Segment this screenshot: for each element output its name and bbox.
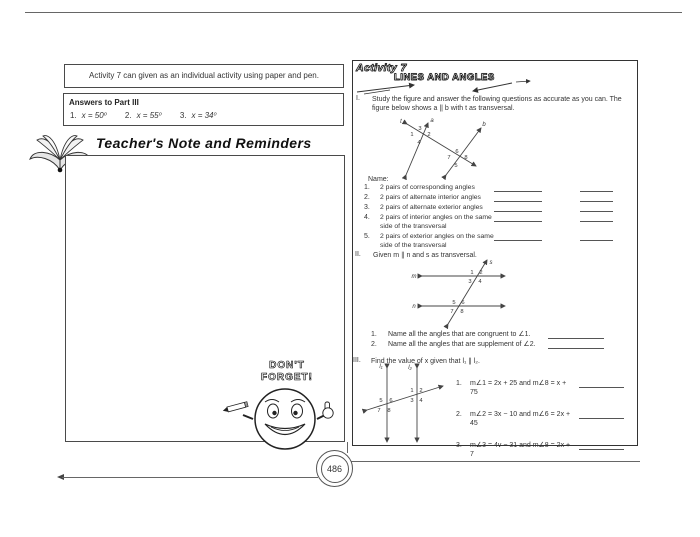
activity-title: LINES AND ANGLES (394, 72, 495, 83)
problem-text: m∠3 = 4v − 31 and m∠8 = 2x + 7 (470, 442, 571, 458)
answer-blank (580, 193, 613, 202)
line-s-label: s (489, 260, 493, 266)
answer-blank (494, 203, 542, 212)
answer-value: x = 55⁰ (136, 111, 162, 120)
angle-label: 2 (479, 270, 483, 276)
answer-blank (580, 232, 613, 241)
item-number: 5. (364, 233, 370, 240)
item-number: 1. (371, 331, 377, 338)
angle-label: 7 (377, 408, 381, 414)
question-item (371, 340, 635, 349)
line-a (406, 123, 431, 175)
bottom-left-connector-line (62, 477, 318, 478)
smiley-head (255, 389, 315, 449)
answer-value: x = 50⁰ (81, 111, 107, 120)
angle-label: 1 (470, 270, 474, 276)
item-number: 3. (456, 442, 462, 449)
banner-arrow-doodles (354, 79, 564, 95)
dont-forget-text-line2: FORGET! (261, 372, 313, 383)
answer-blank (579, 379, 624, 388)
line-l2-label: l₂ (408, 365, 412, 371)
line-t-label: t (400, 119, 402, 125)
item-number: 1. (456, 380, 462, 387)
answer-number: 1. (70, 111, 77, 120)
answer-blank (580, 183, 613, 192)
section1-text: Study the figure and answer the following questions as accurate as you can. The figure below shows a || b with t as transversal. (372, 96, 622, 112)
book-spine-dot (58, 168, 63, 173)
angle-label: 5 (379, 398, 383, 404)
section3-numeral: III. (353, 357, 361, 364)
angle-label: 3 (418, 126, 422, 132)
list-item (364, 193, 639, 202)
answers-title: Answers to Part III (69, 98, 139, 107)
parallel-lines-figure-3 (356, 362, 451, 446)
frame-line-top (25, 12, 682, 13)
line-a-label: a (430, 118, 434, 124)
item-number: 2. (364, 194, 370, 201)
item-text: 2 pairs of corresponding angles (380, 184, 475, 191)
item-number: 2. (371, 341, 377, 348)
bottom-right-connector-line (350, 461, 640, 462)
section1-list (364, 183, 639, 251)
thumbs-up-icon (323, 402, 333, 418)
angle-label: 8 (387, 408, 391, 414)
pencil-icon (222, 402, 248, 413)
angle-label: 2 (419, 388, 423, 394)
section2-text: Given m ∥ n and s as transversal. (373, 252, 477, 259)
item-number: 4. (364, 214, 370, 221)
line-n-label: n (412, 304, 416, 310)
section3-text: Find the value of x given that l₁ ∥ l₂. (371, 358, 480, 365)
item-number: 1. (364, 184, 370, 191)
item-number: 3. (364, 204, 370, 211)
section2-numeral: II. (355, 251, 361, 258)
spine-connector-line (347, 442, 348, 453)
section3-problems (456, 379, 638, 472)
answer-blank (580, 203, 613, 212)
teacher-tip-text: Activity 7 can given as an individual activity using paper and pen. (89, 71, 319, 80)
list-item (364, 183, 639, 192)
angle-label: 2 (427, 132, 431, 138)
page-number-badge (316, 450, 353, 487)
answer-blank (548, 330, 604, 339)
angle-label: 1 (410, 388, 414, 394)
answer-blank (579, 441, 624, 450)
question-text: Name all the angles that are congruent to ∠1. (388, 331, 531, 338)
problem-item (456, 441, 638, 459)
angle-label: 4 (419, 398, 423, 404)
left-arrow-icon (473, 83, 512, 91)
activity-label: Activity 7 (356, 62, 407, 74)
angle-label: 3 (410, 398, 414, 404)
parallel-lines-figure-2 (408, 258, 510, 326)
dont-forget-text-line1: DON'T (269, 360, 305, 371)
small-right-arrow-icon (516, 81, 530, 82)
parallel-lines-figure-1 (396, 113, 488, 177)
line-m-label: m (411, 274, 417, 280)
line-b-label: b (482, 122, 486, 128)
answer-item (125, 111, 162, 120)
problem-item (456, 410, 638, 428)
answer-blank (580, 213, 613, 222)
question-item (371, 330, 635, 339)
angle-label: 8 (460, 309, 464, 315)
angle-label: 3 (468, 279, 472, 285)
page-number: 486 (321, 455, 349, 483)
smiley-character (225, 357, 345, 452)
answer-blank (494, 193, 542, 202)
answer-blank (579, 410, 624, 419)
answer-value: x = 34⁰ (191, 111, 217, 120)
answer-blank (548, 340, 604, 349)
angle-label: 4 (417, 140, 421, 146)
answer-blank (494, 213, 542, 222)
item-text: 2 pairs of alternate exterior angles (380, 204, 483, 211)
angle-label: 4 (478, 279, 482, 285)
angle-label: 6 (389, 398, 393, 404)
line-l1-label: l₁ (379, 364, 383, 370)
answers-row (64, 107, 343, 120)
answer-item (180, 111, 217, 120)
angle-label: 7 (450, 309, 454, 315)
item-text: 2 pairs of exterior angles on the same side of the transversal (380, 233, 494, 249)
angle-label: 6 (455, 149, 459, 155)
problem-item (456, 379, 638, 397)
angle-label: 5 (452, 300, 456, 306)
list-item (364, 203, 639, 212)
answer-number: 2. (124, 111, 132, 120)
smiley-eye (292, 404, 303, 418)
answer-blank (494, 183, 542, 192)
list-item (364, 213, 639, 231)
item-number: 2. (456, 411, 462, 418)
question-text: Name all the angles that are supplement of ∠2. (388, 341, 536, 348)
smiley-eye (268, 404, 279, 418)
angle-label: 8 (464, 155, 468, 161)
section1-numeral: I. (356, 95, 360, 102)
problem-text: m∠1 = 2x + 25 and m∠8 = x + 75 (470, 380, 567, 396)
teacher-tip-box (64, 64, 344, 88)
name-label: Name: (368, 176, 389, 183)
angle-label: 6 (461, 300, 465, 306)
angle-label: 1 (410, 132, 414, 138)
answers-box (63, 93, 344, 126)
angle-label: 5 (454, 163, 458, 169)
answer-item (70, 111, 107, 120)
section2-questions (371, 330, 635, 350)
item-text: 2 pairs of alternate interior angles (380, 194, 481, 201)
item-text: 2 pairs of interior angles on the same side of the transversal (380, 214, 492, 230)
answer-blank (494, 232, 542, 241)
angle-label: 7 (447, 155, 451, 161)
line-b (446, 128, 481, 175)
problem-text: m∠2 = 3x − 10 and m∠6 = 2x + 45 (470, 411, 571, 427)
teachers-note-title: Teacher's Note and Reminders (96, 135, 312, 151)
list-item (364, 232, 639, 250)
answer-number: 3. (179, 111, 187, 120)
